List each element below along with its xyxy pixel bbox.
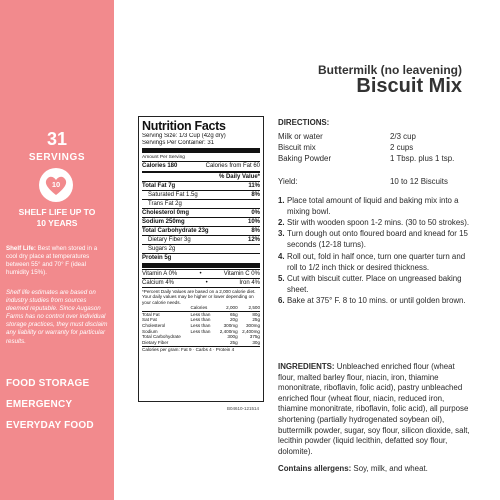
nutrient-row: Trans Fat 2g xyxy=(142,199,260,208)
heart-badge-icon xyxy=(39,168,73,202)
yield-label: Yield: xyxy=(278,177,298,186)
direction-step: 4. Roll out, fold in half once, turn one quarter turn and roll to 1/2 inch thick or desired thickness. xyxy=(278,252,466,272)
direction-step: 2. Stir with wooden spoon 1-2 mins. (30 to 50 strokes). xyxy=(278,218,470,227)
vitamin-row: Vitamin A 0% • Vitamin C 0% xyxy=(142,271,260,277)
serving-size: Serving Size: 1/3 Cup (42g dry) xyxy=(142,133,226,139)
ingredients-text xyxy=(278,362,474,457)
shelf-life-line2: 10 YEARS xyxy=(36,218,78,228)
daily-value-footnote: *Percent Daily Values are based on a 2,000 calorie diet. Your daily values may be higher or lower depending on your calorie needs. xyxy=(142,289,256,305)
direction-item-value: 2 cups xyxy=(390,143,414,152)
allergens-body: Soy, milk, and wheat. xyxy=(351,464,428,473)
nutrition-title: Nutrition Facts xyxy=(142,119,226,133)
table-row: Total Fat Less than 65g 80g xyxy=(142,311,260,317)
nutrient-row: Sugars 2g xyxy=(142,244,260,253)
table-row: Cholesterol Less than 300mg 300mg xyxy=(142,323,260,328)
nutrient-row: Total Fat 7g 11% xyxy=(142,183,260,189)
tag-everyday-food: EVERYDAY FOOD xyxy=(6,420,94,431)
nutrient-row: Total Carbohydrate 23g 8% xyxy=(142,228,260,234)
direction-step: 5. Cut with biscuit cutter. Place on ungreased baking sheet. xyxy=(278,274,462,294)
divider xyxy=(142,263,260,268)
calories-from-fat: Calories from Fat 60 xyxy=(205,163,260,169)
yield-value: 10 to 12 Biscuits xyxy=(390,177,448,186)
servings-label: SERVINGS xyxy=(28,152,86,163)
table-row: Total Carbohydrate 300g 375g xyxy=(142,334,260,340)
table-row: Sodium Less than 2,400mg 2,400mg xyxy=(142,328,260,334)
product-subtitle: Buttermilk (no leavening) xyxy=(317,63,462,77)
direction-item-value: 2/3 cup xyxy=(390,132,416,141)
table-row: Sat Fat Less than 20g 25g xyxy=(142,317,260,323)
allergens-text xyxy=(278,464,428,473)
disclaimer-text: Shelf life estimates are based on industry studies from sources deemed reputable. Since Augason Farms has no control over individual storage practices, they must disclaim any liability or warranty for particular results. xyxy=(6,289,108,345)
servings-number: 31 xyxy=(46,129,68,149)
mineral-row: Calcium 4% • Iron 4% xyxy=(142,280,260,286)
product-title: Biscuit Mix xyxy=(356,75,462,97)
shelf-life-line1: SHELF LIFE UP TO xyxy=(18,207,96,217)
product-code: B04610-121514 xyxy=(227,406,260,411)
table-row: Dietary Fiber 25g 30g xyxy=(142,339,260,345)
nutrition-facts-label xyxy=(138,116,264,402)
direction-step: 6. Bake at 375° F. 8 to 10 mins. or until golden brown. xyxy=(278,296,466,305)
nutrient-row: Cholesterol 0mg 0% xyxy=(142,210,260,216)
nutrient-row: Saturated Fat 1.5g 8% xyxy=(142,190,260,199)
tag-emergency: EMERGENCY xyxy=(6,399,73,410)
amount-per-serving: Amount Per Serving xyxy=(142,155,185,160)
storage-note-label: Shelf Life: xyxy=(6,245,36,252)
table-header-row: Calories 2,000 2,500 xyxy=(142,305,260,311)
direction-item-label: Milk or water xyxy=(278,132,323,141)
badge-number: 10 xyxy=(51,180,61,189)
nutrient-row: Sodium 250mg 10% xyxy=(142,219,260,225)
direction-item-label: Baking Powder xyxy=(278,154,332,163)
nutrient-row: Protein 5g xyxy=(142,253,260,262)
calories: Calories 180 xyxy=(142,163,178,169)
divider xyxy=(142,171,260,173)
direction-step: 3. Turn dough out onto floured board and knead for 15 seconds (12-18 turns). xyxy=(278,229,468,249)
direction-step: 1. Place total amount of liquid and baking mix into a mixing bowl. xyxy=(278,196,459,216)
daily-value-table xyxy=(142,305,260,345)
storage-note-text: Best when stored in a cool dry place at temperatures between 55° and 70° F (ideal humidity 15%). xyxy=(6,245,98,277)
calories-per-gram: Calories per gram: Fat 9 · Carbs 4 · Protein 4 xyxy=(142,346,260,353)
shelf-life-text xyxy=(0,207,114,229)
direction-item-label: Biscuit mix xyxy=(278,143,316,152)
allergens-heading: Contains allergens: xyxy=(278,464,352,473)
ingredients-heading: INGREDIENTS: xyxy=(278,362,335,371)
ingredients-body: Unbleached enriched flour (wheat flour, malted barley flour, niacin, iron, thiamine mononitrate, riboflavin, folic acid), pastry unbleached enriched flour (wheat flour, niacin, reduced iron, thiamine mononitrate, riboflavin, folic acid), all purpose shortening (partially hydrogenated soybean oil), buttermilk powder, sugar, soy flour, silicon dioxide, salt, lecithin powder (liquid lecithin, defatted soy flour, dolomite). xyxy=(278,362,470,456)
directions-heading: DIRECTIONS: xyxy=(278,118,330,127)
divider xyxy=(142,148,260,153)
servings-per-container: Servings Per Container: 31 xyxy=(142,140,215,146)
storage-note xyxy=(6,245,110,277)
daily-value-header: % Daily Value* xyxy=(218,174,260,180)
direction-item-value: 1 Tbsp. plus 1 tsp. xyxy=(390,154,455,163)
tag-food-storage: FOOD STORAGE xyxy=(6,378,90,389)
nutrient-row: Dietary Fiber 3g 12% xyxy=(142,235,260,244)
sidebar-panel xyxy=(0,0,114,500)
